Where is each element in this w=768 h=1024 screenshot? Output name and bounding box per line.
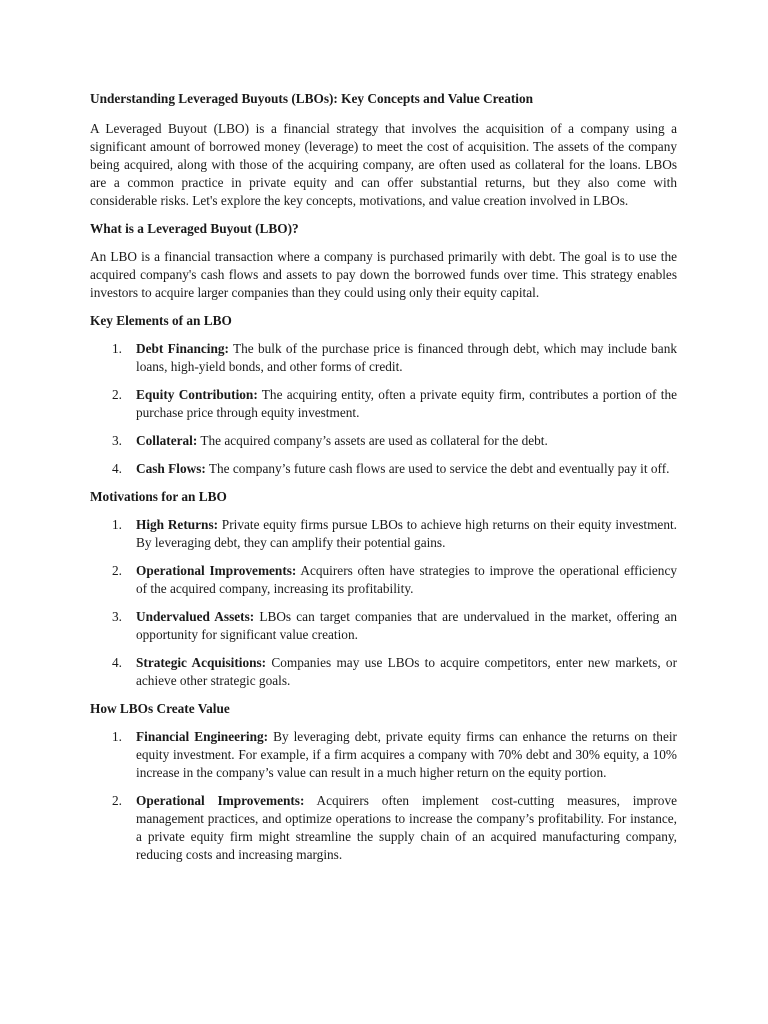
list-item (90, 386, 677, 422)
motivations-list (90, 516, 677, 690)
list-number: 2. (112, 387, 122, 402)
list-text: LBOs can target companies that are undervalued in the market, offering an opportunity for significant value creation. (136, 609, 677, 642)
list-text: By leveraging debt, private equity firms can enhance the returns on their equity investment. For example, if a firm acquires a company with 70% debt and 30% equity, a 10% increase in the company’s value can result in a much higher return on the equity portion. (136, 729, 677, 780)
list-text: Private equity firms pursue LBOs to achieve high returns on their equity investment. By leveraging debt, they can amplify their potential gains. (136, 517, 677, 550)
list-text: The acquiring entity, often a private equity firm, contributes a portion of the purchase price through equity investment. (136, 387, 677, 420)
list-term: Debt Financing: (136, 341, 229, 356)
list-item (90, 432, 677, 450)
list-number: 4. (112, 461, 122, 476)
list-term: Equity Contribution: (136, 387, 258, 402)
list-term: Strategic Acquisitions: (136, 655, 267, 670)
list-text: The company’s future cash flows are used to service the debt and eventually pay it off. (205, 461, 670, 476)
list-number: 1. (112, 729, 122, 744)
list-item (90, 728, 677, 782)
section-heading-what: What is a Leveraged Buyout (LBO)? (90, 221, 299, 236)
list-number: 3. (112, 609, 122, 624)
elements-list (90, 340, 677, 478)
document-title: Understanding Leveraged Buyouts (LBOs): Key Concepts and Value Creation (90, 91, 534, 106)
list-number: 4. (112, 655, 122, 670)
list-number: 2. (112, 793, 122, 808)
list-text: The bulk of the purchase price is financed through debt, which may include bank loans, high-yield bonds, and other forms of credit. (136, 341, 677, 374)
list-item (90, 340, 677, 376)
list-number: 1. (112, 341, 122, 356)
list-text: Companies may use LBOs to acquire competitors, enter new markets, or achieve other strategic goals. (136, 655, 677, 688)
what-paragraph: An LBO is a financial transaction where a company is purchased primarily with debt. The goal is to use the acquired company's cash flows and assets to pay down the borrowed funds over time. This strategy enables investors to acquire larger companies than they could using only their equity capital. (90, 249, 677, 300)
list-item (90, 516, 677, 552)
list-term: Operational Improvements: (136, 563, 297, 578)
list-term: Collateral: (136, 433, 198, 448)
list-item (90, 460, 677, 478)
list-item (90, 562, 677, 598)
list-item (90, 792, 677, 864)
list-number: 3. (112, 433, 122, 448)
list-term: High Returns: (136, 517, 219, 532)
list-term: Operational Improvements: (136, 793, 305, 808)
list-item (90, 608, 677, 644)
section-heading-motivations: Motivations for an LBO (90, 489, 227, 504)
list-item (90, 654, 677, 690)
list-term: Undervalued Assets: (136, 609, 255, 624)
section-heading-elements: Key Elements of an LBO (90, 313, 232, 328)
value-list (90, 728, 677, 864)
list-number: 1. (112, 517, 122, 532)
list-text: Acquirers often have strategies to improve the operational efficiency of the acquired company, increasing its profitability. (136, 563, 677, 596)
list-number: 2. (112, 563, 122, 578)
list-term: Financial Engineering: (136, 729, 269, 744)
section-heading-value: How LBOs Create Value (90, 701, 230, 716)
list-text: Acquirers often implement cost-cutting measures, improve management practices, and optimize operations to increase the company’s profitability. For instance, a private equity firm might streamline the supply chain of an acquired manufacturing company, reducing costs and increasing margins. (136, 793, 678, 862)
intro-paragraph: A Leveraged Buyout (LBO) is a financial strategy that involves the acquisition of a company using a significant amount of borrowed money (leverage) to meet the cost of acquisition. The assets of the company being acquired, along with those of the acquiring company, are often used as collateral for the loans. LBOs are a common practice in private equity and can offer substantial returns, but they also come with considerable risks. Let's explore the key concepts, motivations, and value creation involved in LBOs. (90, 121, 677, 208)
list-text: The acquired company’s assets are used as collateral for the debt. (197, 433, 548, 448)
list-term: Cash Flows: (136, 461, 206, 476)
document-page (90, 90, 677, 874)
